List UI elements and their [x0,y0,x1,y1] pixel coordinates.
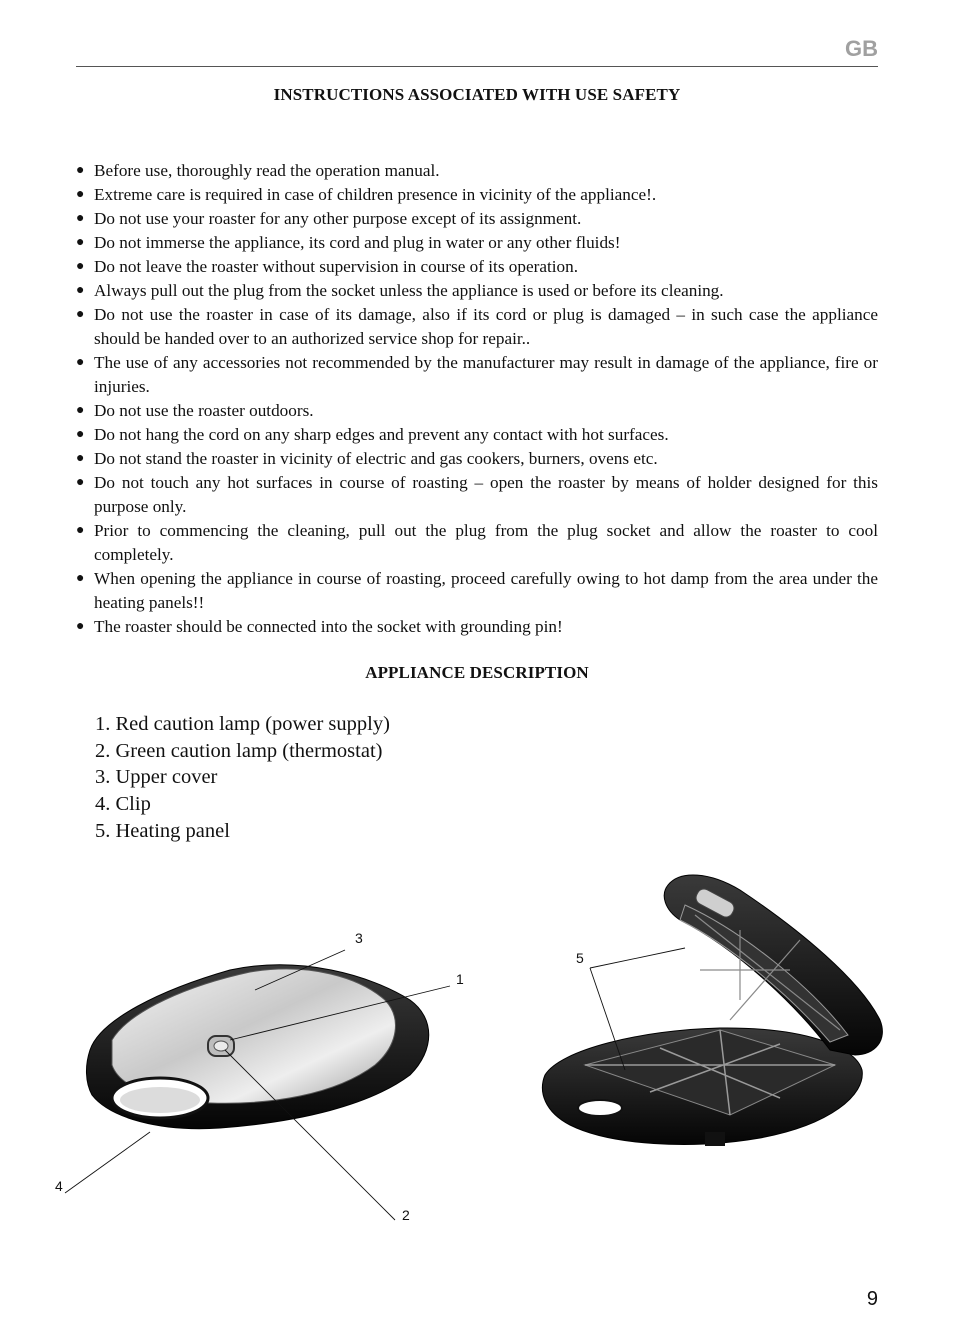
safety-heading: INSTRUCTIONS ASSOCIATED WITH USE SAFETY [273,85,681,104]
language-code: GB [845,36,878,61]
parts-list [95,711,390,845]
list-item: ● Do not use your roaster for any other purpose except of its assignment. [76,207,878,231]
part-item: 2. Green caution lamp (thermostat) [95,739,383,762]
list-item: ● When opening the appliance in course of roasting, proceed carefully owing to hot damp from the area under the heating panels!! [76,567,878,615]
safety-list [76,159,878,639]
callout-1: 1 [456,971,464,987]
part-item: 3. Upper cover [95,766,218,789]
list-item: ● Always pull out the plug from the socket unless the appliance is used or before its cleaning. [76,279,878,303]
header-rule [76,66,878,67]
description-heading: APPLIANCE DESCRIPTION [365,663,589,682]
part-item: 1. Red caution lamp (power supply) [95,713,390,735]
callout-3: 3 [355,930,363,946]
list-item: ● Do not immerse the appliance, its cord and plug in water or any other fluids! [76,231,878,255]
list-item: ● Do not stand the roaster in vicinity of electric and gas cookers, burners, ovens etc. [76,447,878,471]
closed-roaster [86,965,428,1129]
part-item: 4. Clip [95,793,151,816]
callout-5: 5 [576,950,584,966]
list-item: ● Prior to commencing the cleaning, pull out the plug from the plug socket and allow the roaster to cool completely. [76,519,878,567]
list-item: ● Do not hang the cord on any sharp edges and prevent any contact with hot surfaces. [76,423,878,447]
list-item: ● Before use, thoroughly read the operation manual. [76,159,878,183]
list-item: ● Do not touch any hot surfaces in course of roasting – open the roaster by means of holder designed for this purpose only. [76,471,878,519]
callout-2: 2 [402,1207,410,1223]
list-item: ● The use of any accessories not recommended by the manufacturer may result in damage of the appliance, fire or injuries. [76,351,878,399]
page-number: 9 [866,1288,878,1310]
list-item: ● Do not use the roaster outdoors. [76,399,878,423]
list-item: ● Do not use the roaster in case of its damage, also if its cord or plug is damaged – in such case the appliance should be handed over to an authorized service shop for repair.. [76,303,878,351]
open-roaster [542,875,882,1146]
part-item: 5. Heating panel [95,819,230,842]
list-item: ● The roaster should be connected into the socket with grounding pin! [76,615,878,639]
list-item: ● Do not leave the roaster without supervision in course of its operation. [76,255,878,279]
callout-4: 4 [55,1178,63,1194]
appliance-illustration [40,860,920,1240]
list-item: ● Extreme care is required in case of children presence in vicinity of the appliance!. [76,183,878,207]
